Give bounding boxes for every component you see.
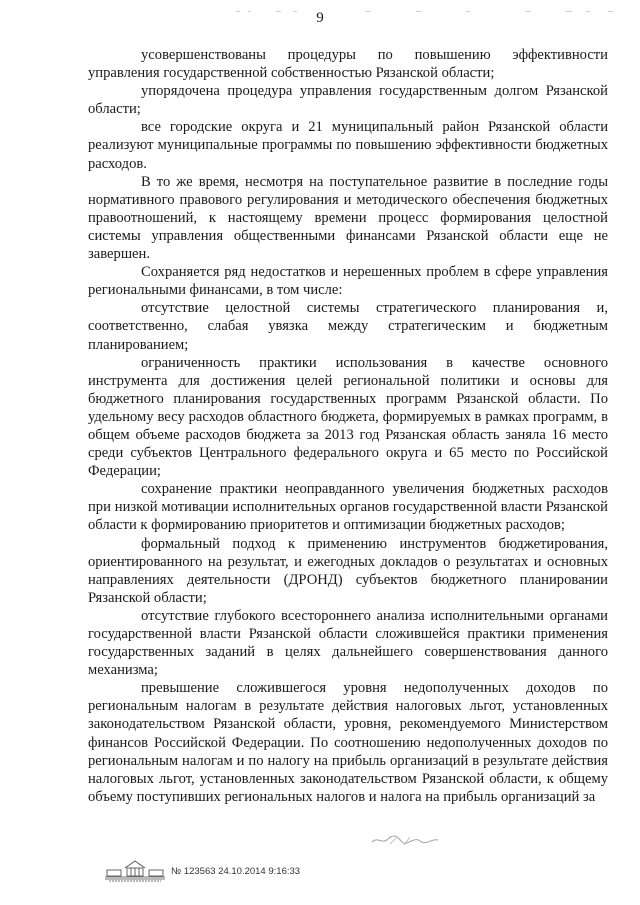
paragraph-5: Сохраняется ряд недостатков и нерешенных проблем в сфере управления региональными финансами, в том числе: [88, 264, 608, 299]
paragraph-1: усовершенствованы процедуры по повышению эффективности управления государственной собственностью Рязанской области; [88, 47, 608, 82]
signature-scribble [370, 833, 440, 847]
paragraph-3: все городские округа и 21 муниципальный район Рязанской области реализуют муниципальные программы по повышению эффективности бюджетных расходов. [88, 119, 608, 172]
paragraph-8: сохранение практики неоправданного увеличения бюджетных расходов при низкой мотивации исполнительных органов государственной власти Рязанской области к формированию приоритетов и оптимизации бюджетных расходов; [88, 481, 608, 534]
paragraph-6: отсутствие целостной системы стратегического планирования и, соответственно, слабая увязка между стратегическим и бюджетным планированием; [88, 300, 608, 353]
scan-artifacts [236, 9, 626, 15]
paragraph-4: В то же время, несмотря на поступательное развитие в последние годы нормативного правового регулирования и методического обеспечения бюджетных правоотношений, к настоящему времени процесс формирования целостной системы управления общественными финансами Рязанской области еще не завершен. [88, 173, 608, 263]
paragraph-11: превышение сложившегося уровня недополученных доходов по региональным налогам в результате действия налоговых льгот, установленных законодательством Рязанской области, уровня, рекомендуемого Министерством финансов Российской Федерации. По соотношению недополученных доходов по региональным налогам и по налогу на прибыль организаций в результате действия налоговых льгот, установленных законодательством Рязанской области, к общему объему поступивших региональных налогов и налога на прибыль организаций за [88, 680, 608, 805]
page-number: 9 [316, 10, 324, 26]
paragraph-9: формальный подход к применению инструментов бюджетирования, ориентированного на результат, и ежегодных докладов о результатах и основных направлениях деятельности (ДРОНД) субъектов бюджетного планировании Рязанской области; [88, 535, 608, 606]
stamp-text: № 123563 24.10.2014 9:16:33 [171, 866, 301, 877]
document-body [88, 46, 608, 806]
government-building-logo-icon [103, 858, 167, 884]
paragraph-7: ограниченность практики использования в качестве основного инструмента для достижения целей региональной политики и основы для бюджетного планирования государственных программ Рязанской области. По удельному весу расходов областного бюджета, формируемых в рамках программ, в общем объеме расходов бюджета за 2013 год Рязанская область заняла 16 место среди субъектов Центрального федерального округа и 65 место по Российской Федерации; [88, 354, 608, 480]
registration-stamp [103, 858, 403, 890]
paragraph-2: упорядочена процедура управления государственным долгом Рязанской области; [88, 83, 608, 118]
paragraph-10: отсутствие глубокого всестороннего анализа исполнительными органами государственной власти Рязанской области сложившейся практики применения государственных заданий в целях дальнейшего совершенствования данного механизма; [88, 607, 608, 679]
